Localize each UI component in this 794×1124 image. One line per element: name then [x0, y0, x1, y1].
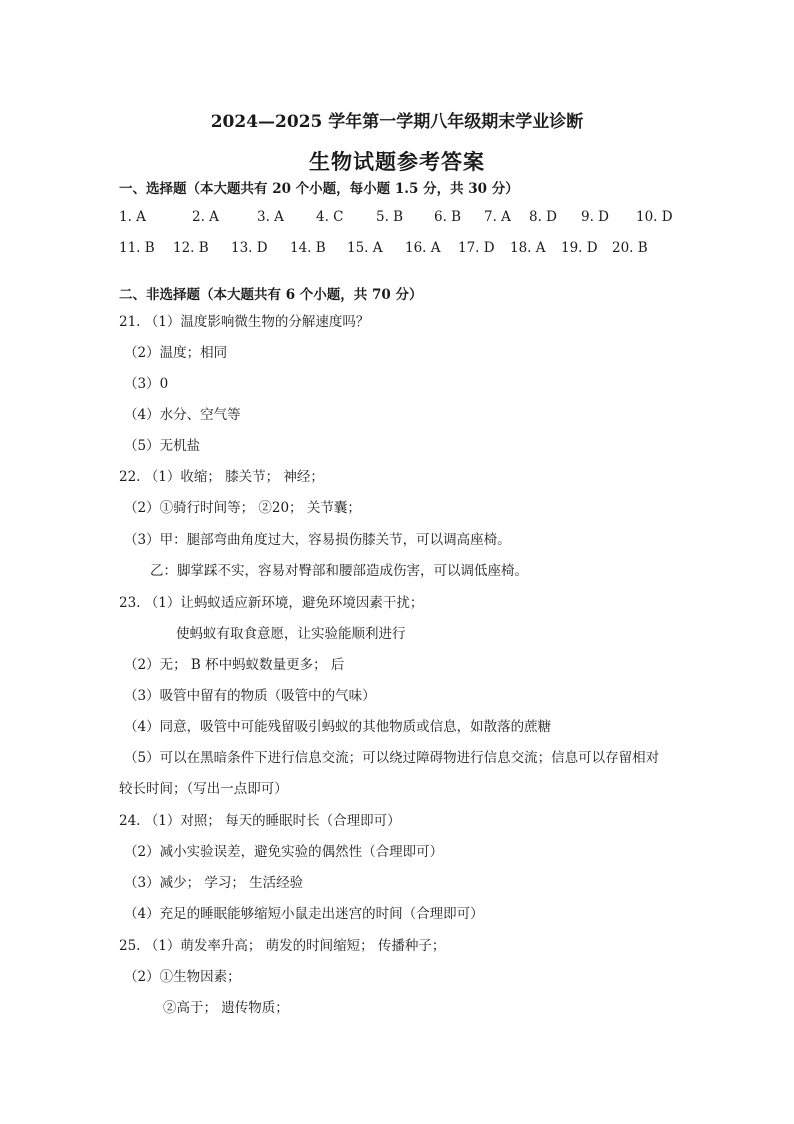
answer-9: 9. D — [581, 209, 609, 225]
document-subtitle: 生物试题参考答案 — [309, 149, 485, 174]
answer-3: 3. A — [257, 209, 284, 225]
answer-line: 乙：脚掌踩不实，容易对臀部和腰部造成伤害，可以调低座椅。 — [150, 563, 528, 579]
answer-line: （2）①生物因素； — [124, 969, 241, 985]
answer-line: （2）减小实验误差，避免实验的偶然性（合理即可） — [124, 844, 444, 860]
document-title: 2024—2025 学年第一学期八年级期末学业诊断 — [210, 112, 584, 132]
answer-4: 4. C — [316, 209, 344, 225]
answer-line: 24. （1）对照； 每天的睡眠时长（合理即可） — [119, 813, 401, 829]
answer-line: （3）甲：腿部弯曲角度过大，容易损伤膝关节，可以调高座椅。 — [124, 532, 511, 548]
answer-18: 18. A — [510, 240, 546, 256]
answer-2: 2. A — [192, 209, 219, 225]
answer-line: 使蚂蚁有取食意愿，让实验能顺利进行 — [176, 626, 406, 642]
answer-line: （5）可以在黑暗条件下进行信息交流；可以绕过障碍物进行信息交流；信息可以存留相对 — [124, 750, 660, 766]
answer-line: （4）同意，吸管中可能残留吸引蚂蚁的其他物质或信息，如散落的蔗糖 — [124, 719, 552, 735]
answer-line: （3）吸管中留有的物质（吸管中的气味） — [124, 688, 376, 704]
answer-line: 较长时间；（写出一点即可） — [119, 781, 288, 797]
section-1-heading: 一、选择题（本大题共有 20 个小题，每小题 1.5 分，共 30 分） — [119, 181, 519, 197]
answer-line: （3）减少； 学习； 生活经验 — [124, 875, 304, 891]
answer-line: （3）0 — [124, 376, 169, 392]
answer-line: ②高于； 遗传物质； — [163, 1000, 289, 1016]
answer-1: 1. A — [119, 209, 146, 225]
answer-line: （5）无机盐 — [124, 438, 201, 454]
answer-line: 25. （1）萌发率升高； 萌发的时间缩短； 传播种子； — [119, 938, 446, 954]
answer-14: 14. B — [290, 240, 326, 256]
answer-16: 16. A — [405, 240, 441, 256]
answer-line: 21. （1）温度影响微生物的分解速度吗？ — [119, 314, 370, 330]
section-2-heading: 二、非选择题（本大题共有 6 个小题，共 70 分） — [119, 287, 423, 303]
answer-17: 17. D — [458, 240, 495, 256]
answer-13: 13. D — [231, 240, 268, 256]
answer-20: 20. B — [612, 240, 648, 256]
answer-line: （4）水分、空气等 — [124, 407, 241, 423]
answer-line: （2）①骑行时间等； ②20； 关节囊； — [124, 500, 361, 516]
answer-line: （4）充足的睡眠能够缩短小鼠走出迷宫的时间（合理即可） — [124, 906, 484, 922]
answer-line: （2）温度；相同 — [124, 345, 228, 361]
answer-line: 23. （1）让蚂蚁适应新环境，避免环境因素干扰； — [119, 595, 424, 611]
answer-6: 6. B — [434, 209, 462, 225]
answer-7: 7. A — [484, 209, 511, 225]
answer-19: 19. D — [561, 240, 598, 256]
answer-5: 5. B — [376, 209, 404, 225]
answer-8: 8. D — [529, 209, 557, 225]
answer-line: 22. （1）收缩； 膝关节； 神经； — [119, 469, 324, 485]
answer-15: 15. A — [347, 240, 383, 256]
answer-line: （2）无； B 杯中蚂蚁数量更多； 后 — [124, 657, 345, 673]
answer-12: 12. B — [173, 240, 209, 256]
answer-11: 11. B — [119, 240, 155, 256]
answer-10: 10. D — [636, 209, 673, 225]
